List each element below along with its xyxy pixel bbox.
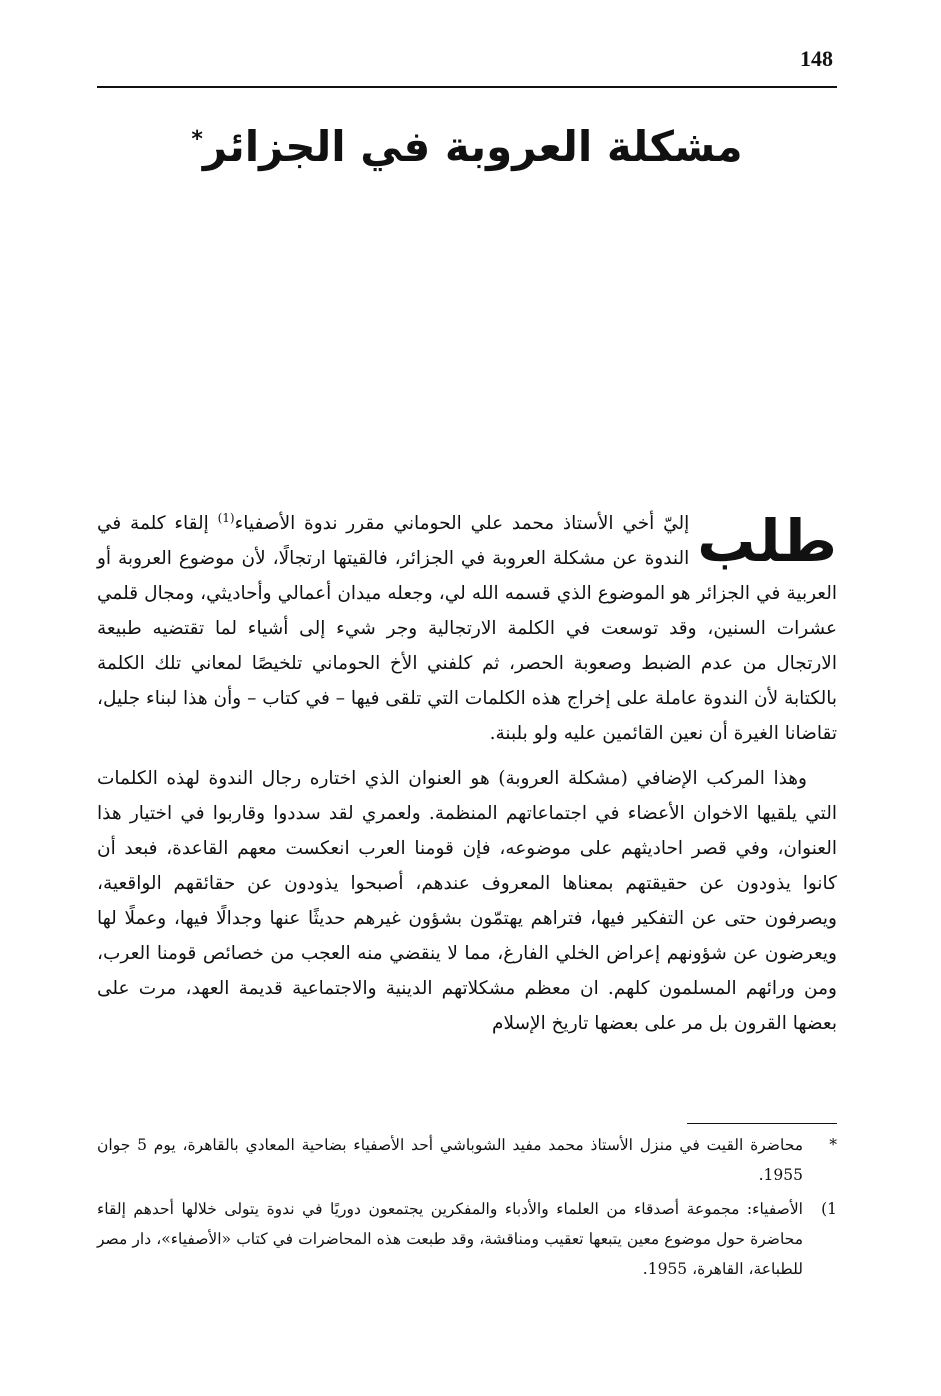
paragraph-2: وهذا المركب الإضافي (مشكلة العروبة) هو العنوان الذي اختاره رجال الندوة لهذه الكلمات التي يلقيها الاخوان الأعضاء في اجتماعاتهم المنظمة. ولعمري لقد سددوا وقاربوا في اختيار هذا العنوان، وفي قصر احاديثهم على موضوعه، فإن قومنا العرب انعكست معهم القاعدة، فبعد أن كانوا يذودون عن حقيقتهم بمعناها المعروف عندهم، أصبحوا يذودون عن حقائقهم الواقعية، ويصرفون حتى عن التفكير فيها، فتراهم يهتمّون بشؤون غيرهم حديثًا عنها وجدالًا فيها، وعملًا لها ويعرضون عن شؤونهم إعراض الخلي الفارغ، مما لا ينقضي منه العجب من خصائص قومنا العرب، ومن ورائهم المسلمون كلهم. ان معظم مشكلاتهم الدينية والاجتماعية قديمة العهد، مرت على بعضها القرون بل مر على بعضها تاريخ الإسلام bbox=[97, 768, 837, 1034]
footnote-marker: * bbox=[829, 1136, 837, 1154]
footnote-rule bbox=[687, 1123, 837, 1124]
header-rule bbox=[97, 86, 837, 88]
title-footnote-marker: * bbox=[191, 127, 203, 152]
footnote-text: الأصفياء: مجموعة أصدقاء من العلماء والأدباء والمفكرين يجتمعون دوريًا في ندوة يتولى خلالها أحدهم إلقاء محاضرة حول موضوع معين يتبعها تعقيب ومناقشة، وقد طبعت هذه المحاضرات في كتاب «الأصفياء»، دار مصر للطباعة، القاهرة، 1955. bbox=[97, 1200, 803, 1278]
footnote-item bbox=[97, 1194, 837, 1284]
footnote-item bbox=[97, 1130, 837, 1190]
chapter-title-text: مشكلة العروبة في الجزائر bbox=[202, 122, 743, 171]
body-text bbox=[97, 506, 837, 1041]
dropcap: طلب bbox=[697, 507, 837, 575]
footnote-text: محاضرة القيت في منزل الأستاذ محمد مفيد الشوباشي أحد الأصفياء بضاحية المعادي بالقاهرة، يوم 5 جوان 1955. bbox=[97, 1136, 803, 1184]
footnote-marker: 1) bbox=[821, 1200, 837, 1218]
footnote-reference-1: (1) bbox=[217, 510, 235, 525]
paragraph-1-part-1: إليّ أخي الأستاذ محمد علي الحوماني مقرر ندوة الأصفياء bbox=[234, 513, 690, 534]
page-number: 148 bbox=[800, 46, 833, 71]
footnotes bbox=[97, 1130, 837, 1288]
paragraph-1 bbox=[97, 506, 837, 751]
chapter-title bbox=[97, 122, 837, 171]
paragraph-1-part-2: إلقاء كلمة في الندوة عن مشكلة العروبة في الجزائر، فالقيتها ارتجالًا، لأن موضوع العروبة أو العربية في الجزائر هو الموضوع الذي قسمه الله لي، وجعله ميدان أعمالي وأحاديثي، ومجال قلمي عشرات السنين، وقد توسعت في الكلمة الارتجالية وجر شيء إلى أشياء لما تقتضيه طبيعة الارتجال من عدم الضبط وصعوبة الحصر، ثم كلفني الأخ الحوماني تلخيصًا لمعاني تلك الكلمة بالكتابة لأن الندوة عاملة على إخراج هذه الكلمات التي تلقى فيها – في كتاب – وأن هذا لبناء جليل، تقاضانا الغيرة أن نعين القائمين عليه ولو بلبنة. bbox=[97, 513, 837, 744]
